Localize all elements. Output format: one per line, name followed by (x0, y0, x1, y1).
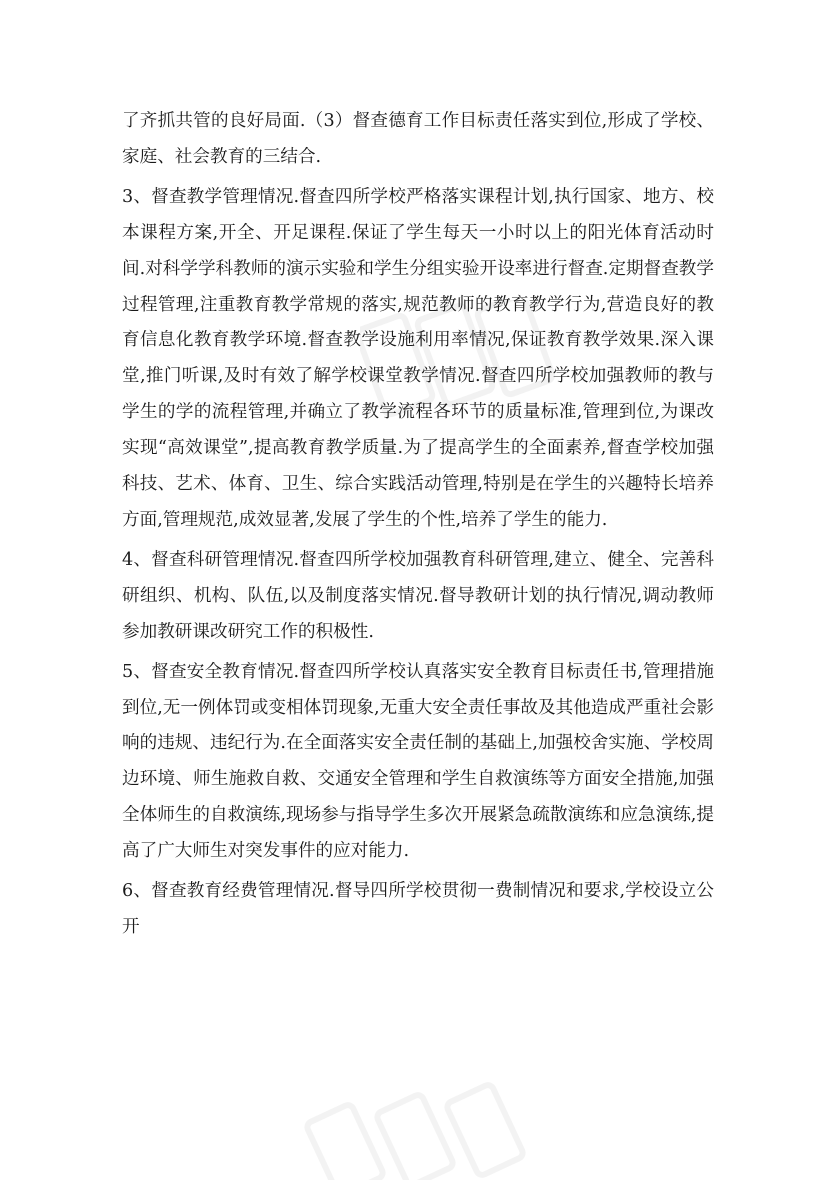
document-body (122, 104, 714, 946)
watermark-bottom-icon (300, 1080, 540, 1180)
paragraph-funding-management: 6、督查教育经费管理情况.督导四所学校贯彻一费制情况和要求,学校设立公开 (122, 881, 714, 937)
paragraph-continuation: 了齐抓共管的良好局面.（3）督查德育工作目标责任落实到位,形成了学校、家庭、社会教育的三结合. (122, 111, 714, 167)
paragraph-research-management: 4、督查科研管理情况.督查四所学校加强教育科研管理,建立、健全、完善科研组织、机构、队伍,以及制度落实情况.督导教研计划的执行情况,调动教师参加教研课改研究工作的积极性. (122, 549, 714, 642)
paragraph-teaching-management: 3、督查教学管理情况.督查四所学校严格落实课程计划,执行国家、地方、校本课程方案,开全、开足课程.保证了学生每天一小时以上的阳光体育活动时间.对科学学科教师的演示实验和学生分组实验开设率进行督查.定期督查教学过程管理,注重教育教学常规的落实,规范教师的教育教学行为,营造良好的教育信息化教育教学环境.督查教学设施利用率情况,保证教育教学效果.深入课堂,推门听课,及时有效了解学校课堂教学情况.督查四所学校加强教师的教与学生的学的流程管理,并确立了教学流程各环节的质量标准,管理到位,为课改实现“高效课堂”,提高教育教学质量.为了提高学生的全面素养,督查学校加强科技、艺术、体育、卫生、综合实践活动管理,特别是在学生的兴趣特长培养方面,管理规范,成效显著,发展了学生的个性,培养了学生的能力. (122, 186, 714, 530)
paragraph-safety-education: 5、督查安全教育情况.督查四所学校认真落实安全教育目标责任书,管理措施到位,无一例体罚或变相体罚现象,无重大安全责任事故及其他造成严重社会影响的违规、违纪行为.在全面落实安全责任制的基础上,加强校舍实施、学校周边环境、师生施救自救、交通安全管理和学生自救演练等方面安全措施,加强全体师生的自救演练,现场参与指导学生多次开展紧急疏散演练和应急演练,提高了广大师生对突发事件的应对能力. (122, 661, 714, 862)
